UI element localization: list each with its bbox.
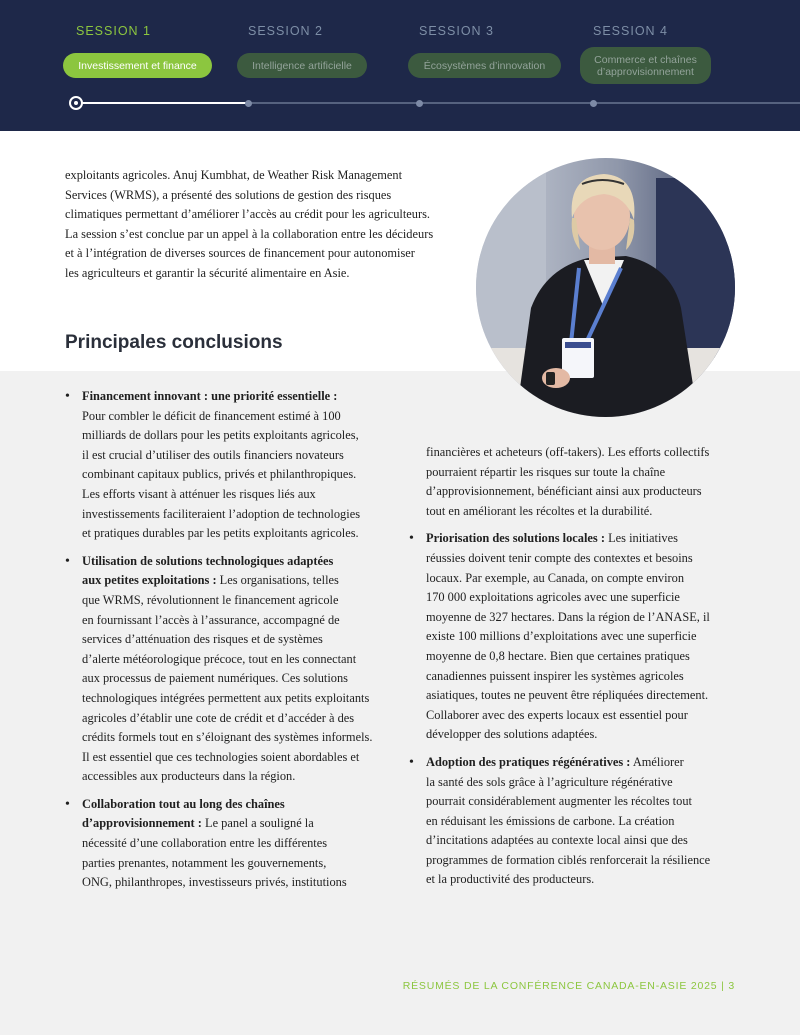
text-line: parties prenantes, notamment les gouvernements, — [82, 855, 327, 870]
speaker-photo — [476, 158, 735, 417]
text-line: investissements faciliteraient l’adoption de technologies — [82, 506, 361, 521]
text-line: locaux. Par exemple, au Canada, on compte environ — [426, 570, 685, 585]
text-line: Pour combler le déficit de financement estimé à 100 — [82, 408, 341, 423]
timeline-progress-line — [76, 102, 248, 104]
text-line: crédits formels tout en s’éloignant des systèmes informels. — [82, 730, 373, 745]
text-line: et la productivité des producteurs. — [426, 872, 595, 887]
page-footer: RÉSUMÉS DE LA CONFÉRENCE CANADA-EN-ASIE 2025 | 3 — [402, 980, 735, 992]
text-line: d’alerte météorologique précoce, tout en les connectant — [82, 651, 357, 666]
text-line: nécessité d’une collaboration entre les différentes — [82, 836, 328, 851]
text-line: technologiques intégrées permettent aux petits exploitants — [82, 690, 370, 705]
list-item-title: • Utilisation de solutions technologiques adaptées — [82, 553, 334, 568]
text-line: existe 100 millions d’exploitations avec une superficie — [426, 629, 697, 644]
timeline-track-line — [248, 102, 800, 104]
session-3-topic: Écosystèmes d’innovation — [423, 59, 546, 72]
session-4-topic-line-2: d’approvisionnement — [597, 65, 694, 78]
timeline-marker-3[interactable] — [416, 100, 423, 107]
timeline-marker-4[interactable] — [590, 100, 597, 107]
list-item-title-continued: aux petites exploitations : Les organisations, telles — [82, 573, 339, 588]
text-line: canadiennes puissent inspirer les systèmes agricoles — [426, 668, 684, 683]
text-line: Il est essentiel que ces technologies soient abordables et — [82, 749, 360, 764]
list-item — [409, 753, 739, 890]
right-column — [409, 443, 739, 890]
text-line: Collaborer avec des experts locaux est essentiel pour — [426, 707, 688, 722]
text-line: agricoles d’établir une cote de crédit et d’accéder à des — [82, 710, 355, 725]
session-1-label: SESSION 1 — [76, 24, 151, 38]
text-line: pourrait considérablement augmenter les récoltes tout — [426, 794, 692, 809]
speaker-photo-illustration — [476, 158, 735, 417]
text-line: d’approvisionnement, bénéficiant ainsi aux producteurs — [426, 484, 702, 499]
continued-paragraph — [409, 443, 739, 521]
text-line: asiatiques, toutes ne peuvent être répliquées directement. — [426, 688, 709, 703]
text-line: il est crucial d’utiliser des outils financiers novateurs — [82, 447, 344, 462]
text-line: réussies doivent tenir compte des contextes et besoins — [426, 550, 693, 565]
session-4-topic-line-1: Commerce et chaînes — [594, 53, 697, 66]
text-line: moyenne de 327 hectares. Dans la région de l’ANASE, il — [426, 609, 710, 624]
left-column — [65, 387, 395, 893]
text-line: climatiques permettant d’améliorer l’accès au crédit pour les agriculteurs. — [65, 207, 431, 222]
list-item — [65, 795, 395, 893]
text-line: et pratiques durables par les petits exploitants agricoles. — [82, 526, 359, 541]
text-line: Les efforts visant à atténuer les risques liés aux — [82, 486, 316, 501]
text-line: la santé des sols grâce à l’agriculture régénérative — [426, 774, 673, 789]
session-2-topic: Intelligence artificielle — [252, 59, 352, 72]
text-line: programmes de formation ciblés renforcerait la résilience — [426, 852, 711, 867]
text-line: tout en améliorant les récoltes et la durabilité. — [426, 503, 653, 518]
section-heading: Principales conclusions — [65, 332, 283, 353]
text-line: 170 000 exploitations agricoles avec une superficie — [426, 590, 680, 605]
text-line: pourraient répartir les risques sur toute la chaîne — [426, 464, 666, 479]
text-line: moyenne de 0,8 hectare. Bien que certaines pratiques — [426, 648, 690, 663]
session-navigation — [0, 0, 800, 131]
text-line: et à l’intégration de diverses sources de financement pour autonomiser — [65, 246, 415, 261]
session-1-topic: Investissement et finance — [78, 59, 197, 72]
text-line: milliards de dollars pour les petits exploitants agricoles, — [82, 428, 359, 443]
text-line: aux processus de paiement numériques. Ces solutions — [82, 671, 349, 686]
session-4-label: SESSION 4 — [593, 24, 668, 38]
text-line: les agriculteurs et garantir la sécurité alimentaire en Asie. — [65, 265, 350, 280]
text-line: en fournissant l’accès à l’assurance, accompagné de — [82, 612, 340, 627]
session-2-topic-pill[interactable] — [237, 53, 367, 78]
text-line: combinant capitaux publics, privés et philanthropiques. — [82, 467, 357, 482]
text-line: accessibles aux producteurs dans la région. — [82, 769, 296, 784]
text-line: services d’atténuation des risques et de systèmes — [82, 632, 323, 647]
intro-paragraph — [65, 166, 465, 284]
list-item-title-continued: d’approvisionnement : Le panel a souligné la — [82, 816, 314, 831]
session-3-label: SESSION 3 — [419, 24, 494, 38]
text-line: ONG, philanthropes, investisseurs privés, institutions — [82, 875, 347, 890]
list-item-title: • Priorisation des solutions locales : Les initiatives — [426, 531, 678, 546]
text-line: exploitants agricoles. Anuj Kumbhat, de Weather Risk Management — [65, 168, 403, 182]
list-item-title: • Collaboration tout au long des chaînes — [82, 796, 285, 811]
list-item-title: • Adoption des pratiques régénératives : Améliorer — [426, 754, 684, 769]
text-line: d’incitations adaptées au contexte local ainsi que des — [426, 833, 688, 848]
list-item — [409, 529, 739, 745]
session-2-label: SESSION 2 — [248, 24, 323, 38]
list-item — [65, 387, 395, 544]
list-item — [65, 552, 395, 787]
text-line: Services (WRMS), a présenté des solutions de gestion des risques — [65, 187, 392, 202]
text-line: La session s’est conclue par un appel à la collaboration entre les décideurs — [65, 226, 434, 241]
session-1-topic-pill[interactable] — [63, 53, 212, 78]
timeline-current-marker[interactable] — [69, 96, 83, 110]
text-line: que WRMS, révolutionnent le financement agricole — [82, 592, 339, 607]
session-4-topic-pill[interactable] — [580, 47, 711, 84]
text-line: financières et acheteurs (off-takers). Les efforts collectifs — [426, 445, 710, 459]
text-line: développer des solutions adaptées. — [426, 727, 598, 742]
list-item-title: • Financement innovant : une priorité essentielle : — [82, 389, 338, 403]
text-line: en réduisant les émissions de carbone. La création — [426, 813, 675, 828]
timeline-marker-2[interactable] — [245, 100, 252, 107]
session-3-topic-pill[interactable] — [408, 53, 561, 78]
